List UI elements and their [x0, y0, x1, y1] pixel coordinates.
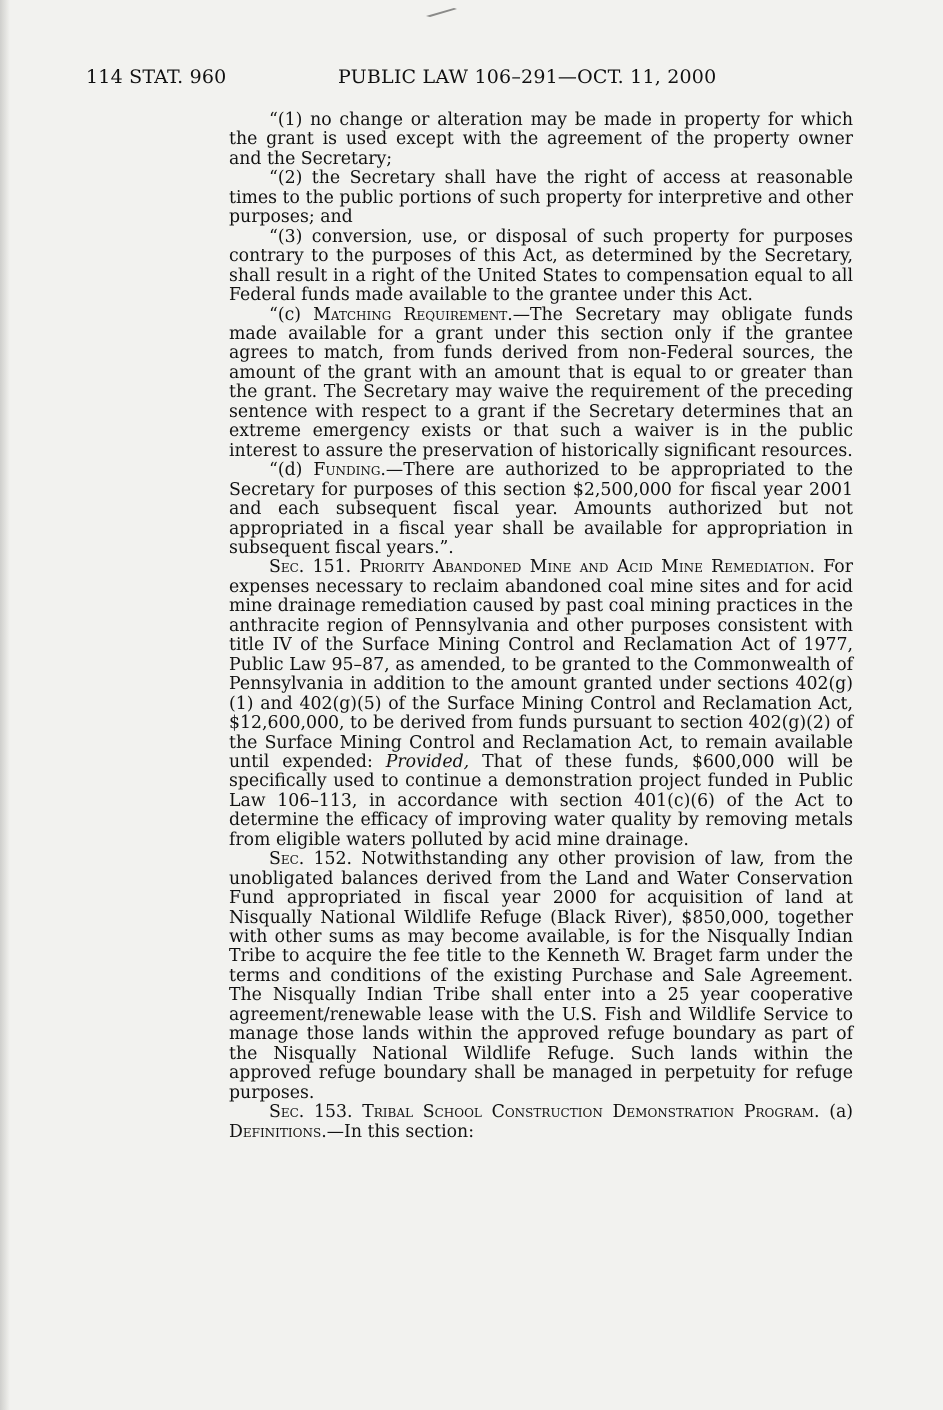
section-153-a-label: (a) [819, 1102, 853, 1123]
subsection-d-text: —There are authorized to be appropriated to the Secretary for purposes of this section $2,500,000 for fiscal year 2001 and each subsequent fiscal year. Amounts authorized but not appropriated in a fiscal year shall be available for appropriation in subsequent fiscal years.”. [229, 460, 853, 558]
subsection-c-heading: Matching Requirement. [313, 304, 513, 325]
stat-reference: 114 STAT. 960 [86, 66, 227, 88]
scan-mark-icon [424, 6, 458, 18]
section-151-heading: Priority Abandoned Mine and Acid Mine Remediation. [359, 557, 815, 578]
section-153-heading: Tribal School Construction Demonstration Program. [362, 1102, 820, 1123]
paragraph-2: “(2) the Secretary shall have the right of access at reasonable times to the public portions of such property for interpretive and other purposes; and [229, 168, 853, 228]
scan-edge-shadow [0, 0, 10, 1410]
subsection-d [229, 461, 853, 558]
section-151-text-a: For expenses necessary to reclaim abandoned coal mine sites and for acid mine drainage remediation caused by past coal mining practices in the anthracite region of Pennsylvania and other purposes consistent with title IV of the Surface Mining Control and Reclamation Act of 1977, Public Law 95–87, as amended, to be granted to the Commonwealth of Pennsylvania in addition to the amount granted under sections 402(g)(1) and 402(g)(5) of the Surface Mining Control and Reclamation Act, $12,600,000, to be derived from funds pursuant to section 402(g)(2) of the Surface Mining Control and Reclamation Act, to remain available until expended: [229, 557, 853, 772]
section-152-text: Notwithstanding any other provision of law, from the unobligated balances derived from the Land and Water Conservation Fund appropriated in fiscal year 2000 for acquisition of land at Nisqually National Wildlife Refuge (Black River), $850,000, together with other sums as may become available, is for the Nisqually Indian Tribe to acquire the fee title to the Kenneth W. Braget farm under the terms and conditions of the existing Purchase and Sale Agreement. The Nisqually Indian Tribe shall enter into a 25 year cooperative agreement/renewable lease with the U.S. Fish and Wildlife Service to manage those lands within the approved refuge boundary as part of the Nisqually National Wildlife Refuge. Such lands within the approved refuge boundary shall be managed in perpetuity for refuge purposes. [229, 849, 853, 1103]
section-151-provided: Provided, [385, 751, 470, 772]
page-header [0, 66, 943, 92]
paragraph-3: “(3) conversion, use, or disposal of such property for purposes contrary to the purposes of this Act, as determined by the Secretary, shall result in a right of the United States to compensation equal to all Federal funds made available to the grantee under this Act. [229, 226, 853, 306]
law-title: PUBLIC LAW 106–291—OCT. 11, 2000 [338, 66, 717, 88]
section-151-text-b: That of these funds, $600,000 will be specifically used to continue a demonstration project funded in Public Law 106–113, in accordance with section 401(c)(6) of the Act to determine the efficacy of improving water quality by removing metals from eligible waters polluted by acid mine drainage. [229, 751, 853, 850]
section-151-label: Sec. 151. [269, 557, 352, 578]
subsection-c-label: “(c) [269, 304, 301, 325]
section-152-label: Sec. 152. [269, 849, 353, 870]
document-body [229, 111, 853, 1142]
section-151 [229, 558, 853, 850]
section-153-label: Sec. 153. [269, 1102, 353, 1123]
subsection-d-label: “(d) [269, 460, 303, 481]
subsection-d-heading: Funding. [313, 460, 386, 481]
paragraph-1: “(1) no change or alteration may be made in property for which the grant is used except with the agreement of the property owner and the Secretary; [229, 110, 853, 169]
subsection-c [229, 306, 853, 462]
section-153-a-text: —In this section: [326, 1121, 475, 1142]
section-153 [229, 1103, 853, 1142]
section-153-a-heading: Definitions. [229, 1121, 327, 1142]
section-152 [229, 850, 853, 1103]
subsection-c-text: —The Secretary may obligate funds made available for a grant under this section only if the grantee agrees to match, from funds derived from non-Federal sources, the amount of the grant with an amount that is equal to or greater than the grant. The Secretary may waive the requirement of the preceding sentence with respect to a grant if the Secretary determines that an extreme emergency exists or that such a waiver is in the public interest to assure the preservation of historically significant resources. [229, 304, 853, 461]
